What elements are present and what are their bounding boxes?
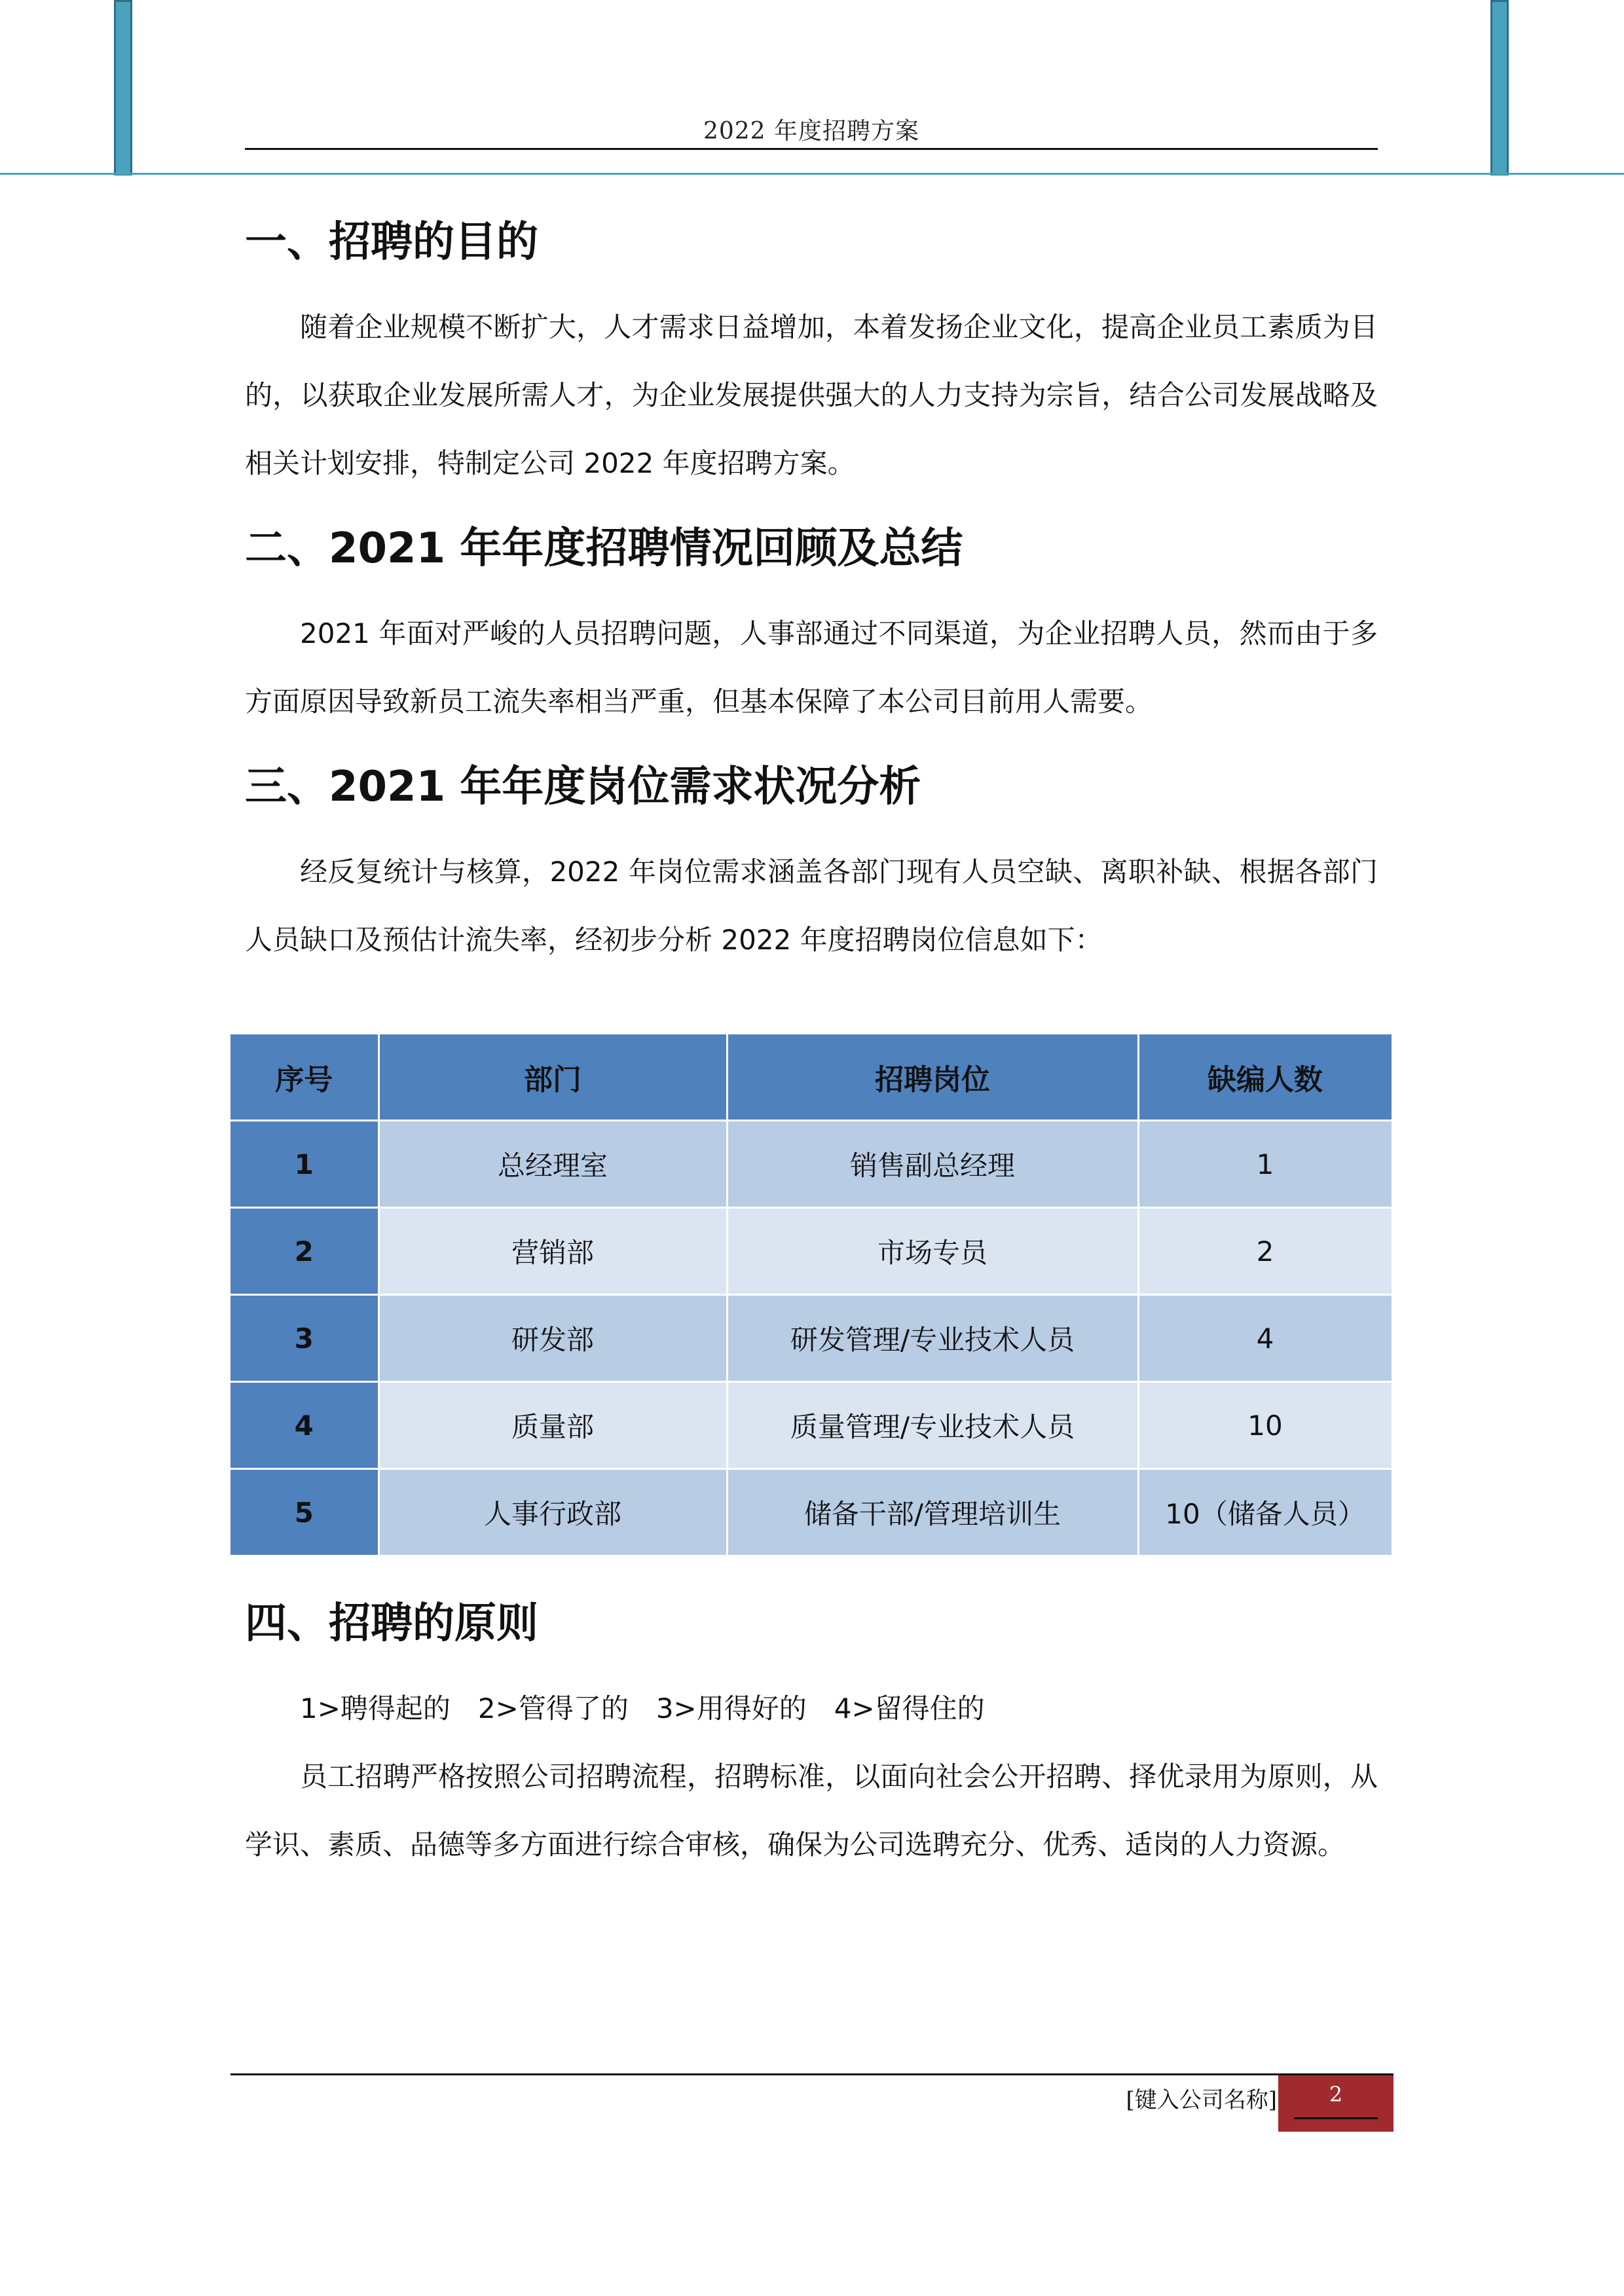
table-cell-no: 2	[231, 1208, 378, 1295]
table-cell-position: 销售副总经理	[727, 1121, 1138, 1208]
table-header-no: 序号	[231, 1034, 378, 1121]
table-cell-dept: 营销部	[378, 1208, 727, 1295]
page-number-underline	[1294, 2117, 1378, 2119]
table-row	[231, 1208, 1392, 1295]
table-header-position: 招聘岗位	[727, 1034, 1138, 1121]
table-cell-position: 研发管理/专业技术人员	[727, 1295, 1138, 1382]
table-row	[231, 1382, 1392, 1469]
table-cell-dept: 人事行政部	[378, 1469, 727, 1556]
table-cell-no: 3	[231, 1295, 378, 1382]
table-cell-count: 2	[1138, 1208, 1392, 1295]
table-row	[231, 1121, 1392, 1208]
table-cell-count: 10	[1138, 1382, 1392, 1469]
table-cell-dept: 总经理室	[378, 1121, 727, 1208]
section-heading-analysis: 三、2021 年年度岗位需求状况分析	[245, 763, 921, 811]
principles-list: 1>聘得起的 2>管得了的 3>用得好的 4>留得住的	[300, 1692, 985, 1724]
table-header-row	[231, 1034, 1392, 1121]
table-cell-position: 储备干部/管理培训生	[727, 1469, 1138, 1556]
section-paragraph-analysis: 经反复统计与核算，2022 年岗位需求涵盖各部门现有人员空缺、离职补缺、根据各部门人员缺口及预估计流失率，经初步分析 2022 年度招聘岗位信息如下：	[245, 856, 1378, 956]
header-rule	[245, 148, 1378, 150]
table-header-count: 缺编人数	[1138, 1034, 1392, 1121]
header-decoration-right	[1490, 0, 1509, 175]
table-cell-count: 4	[1138, 1295, 1392, 1382]
document-body	[245, 210, 1378, 974]
header-accent-line	[0, 173, 1624, 175]
section-paragraph-review: 2021 年面对严峻的人员招聘问题，人事部通过不同渠道，为企业招聘人员，然而由于多方面原因导致新员工流失率相当严重，但基本保障了本公司目前用人需要。	[245, 617, 1378, 718]
header-title: 2022 年度招聘方案	[703, 118, 920, 145]
section-paragraph-purpose: 随着企业规模不断扩大，人才需求日益增加，本着发扬企业文化，提高企业员工素质为目的，以获取企业发展所需人才，为企业发展提供强大的人力支持为宗旨，结合公司发展战略及相关计划安排，特制定公司 2022 年度招聘方案。	[245, 311, 1378, 479]
section-paragraph-principles: 员工招聘严格按照公司招聘流程，招聘标准，以面向社会公开招聘、择优录用为原则，从学识、素质、品德等多方面进行综合审核，确保为公司选聘充分、优秀、适岗的人力资源。	[245, 1760, 1378, 1861]
footer-rule	[231, 2073, 1393, 2075]
page-number: 2	[1329, 2082, 1343, 2107]
section-heading-purpose: 一、招聘的目的	[245, 218, 538, 266]
table-cell-dept: 研发部	[378, 1295, 727, 1382]
table-cell-dept: 质量部	[378, 1382, 727, 1469]
table-cell-no: 5	[231, 1469, 378, 1556]
table-cell-count: 1	[1138, 1121, 1392, 1208]
recruitment-table-container	[231, 1034, 1392, 1557]
table-row	[231, 1295, 1392, 1382]
table-cell-position: 质量管理/专业技术人员	[727, 1382, 1138, 1469]
table-row	[231, 1469, 1392, 1556]
document-body-continued	[245, 1591, 1378, 1879]
header-decoration-left	[114, 0, 132, 175]
table-cell-position: 市场专员	[727, 1208, 1138, 1295]
footer-company-name: [键入公司名称]	[1126, 2087, 1277, 2113]
footer-page-badge	[1278, 2075, 1393, 2132]
table-cell-no: 1	[231, 1121, 378, 1208]
section-heading-principles: 四、招聘的原则	[245, 1599, 538, 1648]
recruitment-table	[231, 1034, 1393, 1557]
table-cell-no: 4	[231, 1382, 378, 1469]
table-cell-count: 10（储备人员）	[1138, 1469, 1392, 1556]
table-header-dept: 部门	[378, 1034, 727, 1121]
section-heading-review: 二、2021 年年度招聘情况回顾及总结	[245, 524, 963, 573]
